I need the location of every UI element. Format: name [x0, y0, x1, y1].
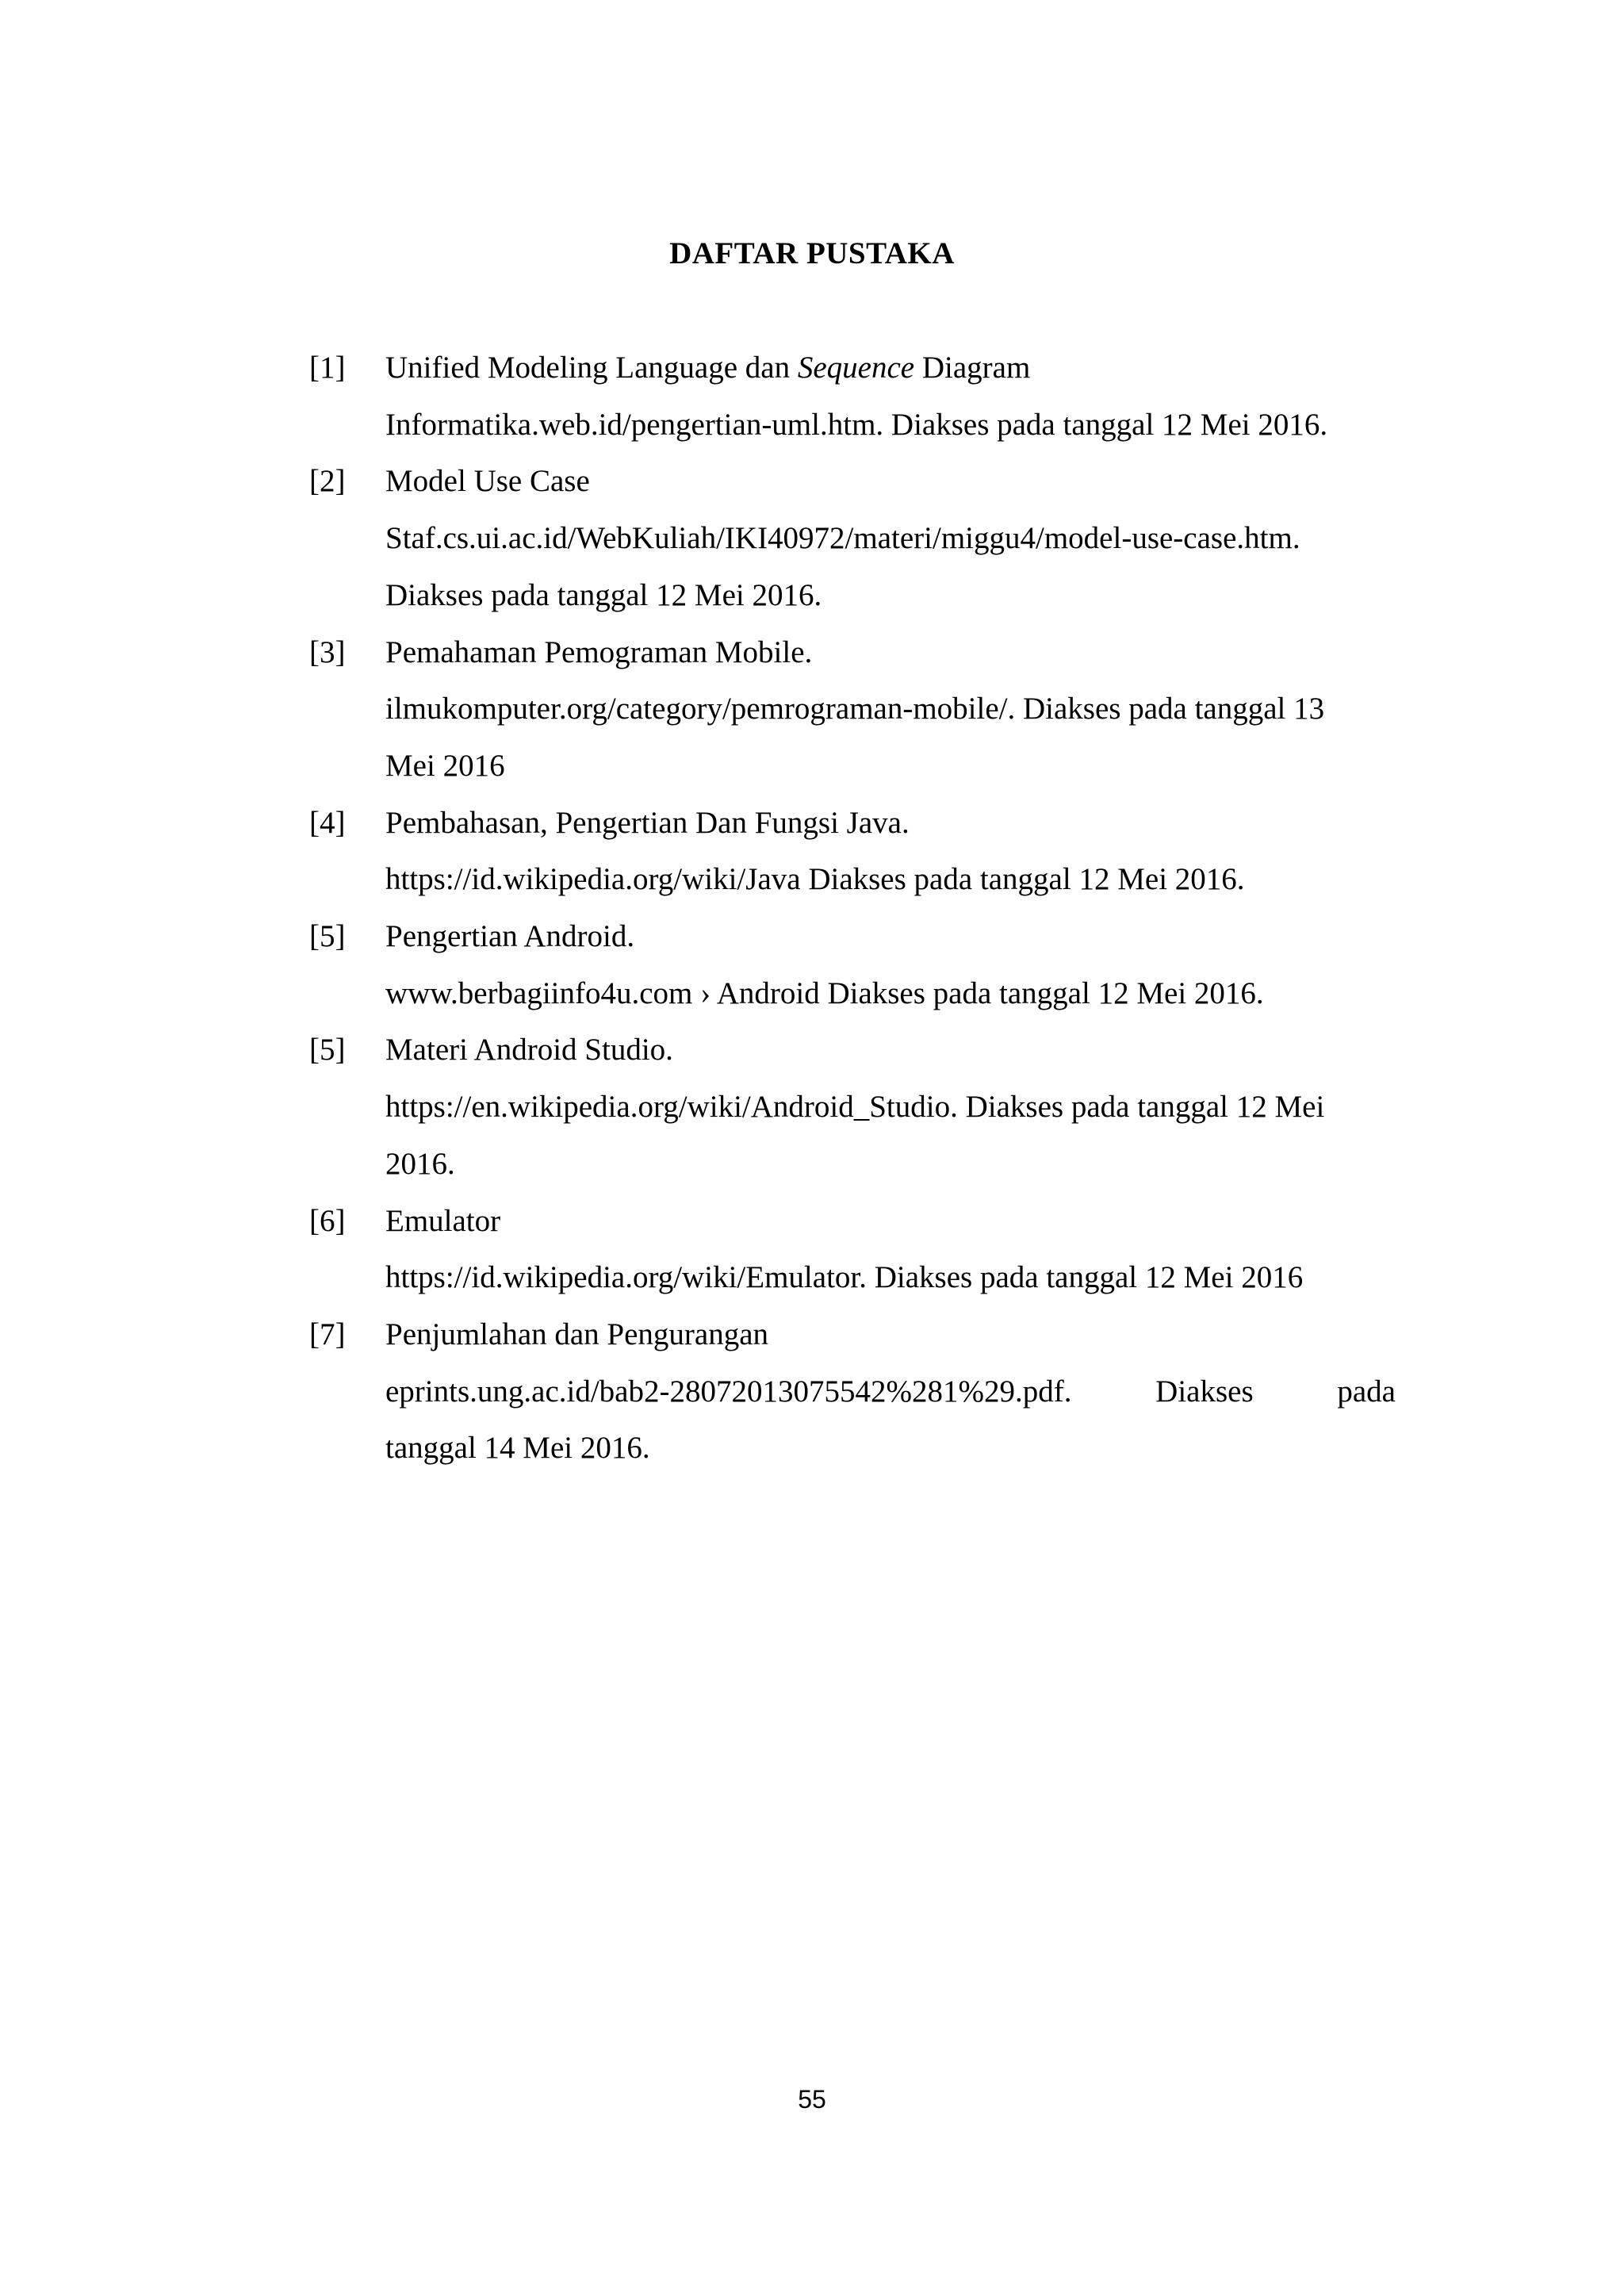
reference-number: [5] [309, 919, 346, 954]
reference-source: https://id.wikipedia.org/wiki/Java Diakses pada tanggal 12 Mei 2016. [385, 862, 1245, 897]
reference-item-7 [309, 1193, 1396, 1306]
reference-topic: Pengertian Android. [385, 919, 635, 954]
reference-number: [1] [309, 351, 346, 385]
reference-source-justified [385, 1363, 1396, 1420]
reference-source: https://en.wikipedia.org/wiki/Android_Studio. Diakses pada tanggal 12 Mei [385, 1090, 1325, 1125]
reference-source-word: Diakses [1155, 1374, 1254, 1409]
reference-source-url: eprints.ung.ac.id/bab2-28072013075542%281%29.pdf. [385, 1374, 1072, 1409]
reference-source: Staf.cs.ui.ac.id/WebKuliah/IKI40972/materi/miggu4/model-use-case.htm. [385, 521, 1300, 556]
page-number: 55 [798, 2085, 826, 2114]
reference-topic: Pemahaman Pemograman Mobile. [385, 634, 813, 669]
reference-source: Mei 2016 [385, 748, 505, 783]
reference-item-5 [309, 908, 1396, 1022]
reference-number: [3] [309, 634, 346, 669]
reference-topic: Penjumlahan dan Pengurangan [385, 1317, 769, 1351]
reference-item-2 [309, 453, 1396, 623]
italic-term: Sequence [797, 351, 915, 385]
reference-topic: Pembahasan, Pengertian Dan Fungsi Java. [385, 805, 910, 840]
reference-number: [2] [309, 464, 346, 499]
reference-source: https://id.wikipedia.org/wiki/Emulator. Diakses pada tanggal 12 Mei 2016 [385, 1260, 1304, 1295]
reference-number: [7] [309, 1317, 346, 1351]
reference-source: 2016. [385, 1146, 455, 1181]
reference-number: [4] [309, 805, 346, 840]
reference-topic: Materi Android Studio. [385, 1033, 673, 1068]
reference-source: Diakses pada tanggal 12 Mei 2016. [385, 577, 822, 612]
reference-source: ilmukomputer.org/category/pemrograman-mobile/. Diakses pada tanggal 13 [385, 692, 1325, 726]
reference-item-3 [309, 624, 1396, 795]
reference-source: Informatika.web.id/pengertian-uml.htm. Diakses pada tanggal 12 Mei 2016. [385, 407, 1328, 442]
reference-source: www.berbagiinfo4u.com › Android Diakses pada tanggal 12 Mei 2016. [385, 976, 1264, 1010]
reference-source-word: pada [1337, 1374, 1396, 1409]
reference-topic: Emulator [385, 1203, 501, 1238]
reference-item-4 [309, 795, 1396, 908]
reference-topic: Unified Modeling Language dan Sequence Diagram [385, 351, 1031, 385]
reference-topic: Model Use Case [385, 464, 590, 499]
reference-item-1 [309, 339, 1396, 453]
reference-list [309, 339, 1396, 1477]
page-title: DAFTAR PUSTAKA [669, 236, 955, 270]
reference-item-6 [309, 1022, 1396, 1192]
reference-source: tanggal 14 Mei 2016. [385, 1431, 650, 1466]
reference-number: [6] [309, 1203, 346, 1238]
reference-item-8 [309, 1306, 1396, 1477]
reference-number: [5] [309, 1033, 346, 1068]
